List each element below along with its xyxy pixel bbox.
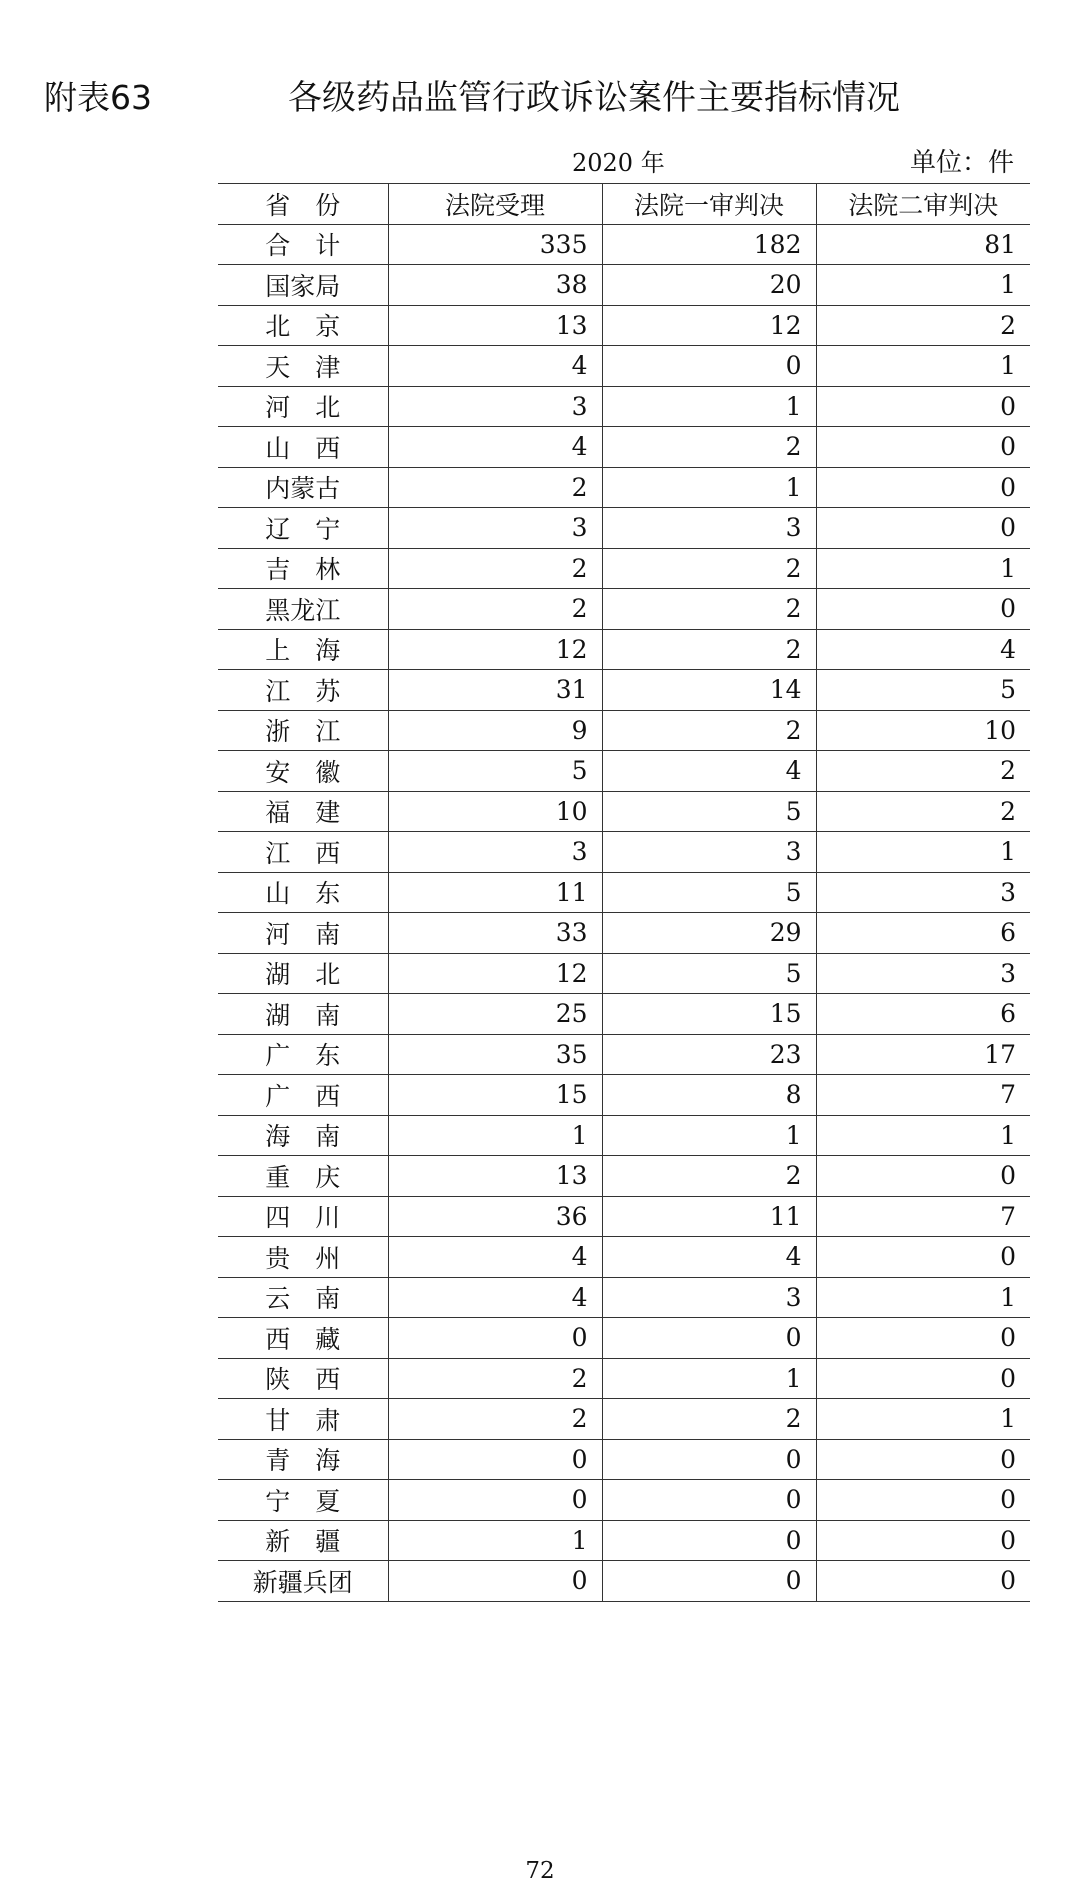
cell-second-instance: 0 xyxy=(816,1318,1030,1359)
cell-accepted: 36 xyxy=(388,1196,602,1237)
page-number: 72 xyxy=(525,1858,555,1884)
page-title: 各级药品监管行政诉讼案件主要指标情况 xyxy=(288,78,900,118)
cell-province: 江 苏 xyxy=(218,670,388,711)
cell-accepted: 1 xyxy=(388,1115,602,1156)
table-row xyxy=(218,1399,1030,1440)
cell-province: 福 建 xyxy=(218,791,388,832)
cell-accepted: 3 xyxy=(388,832,602,873)
cell-province: 安 徽 xyxy=(218,751,388,792)
cell-accepted: 2 xyxy=(388,1358,602,1399)
cell-province: 新疆兵团 xyxy=(218,1561,388,1602)
cell-second-instance: 2 xyxy=(816,305,1030,346)
cell-second-instance: 0 xyxy=(816,1156,1030,1197)
table-row xyxy=(218,224,1030,265)
cell-accepted: 0 xyxy=(388,1318,602,1359)
table-row xyxy=(218,791,1030,832)
data-table xyxy=(218,183,1030,1602)
cell-accepted: 38 xyxy=(388,265,602,306)
cell-first-instance: 0 xyxy=(602,1318,816,1359)
cell-province: 内蒙古 xyxy=(218,467,388,508)
cell-accepted: 13 xyxy=(388,1156,602,1197)
cell-accepted: 5 xyxy=(388,751,602,792)
cell-first-instance: 0 xyxy=(602,1480,816,1521)
table-row xyxy=(218,589,1030,630)
cell-second-instance: 1 xyxy=(816,832,1030,873)
cell-first-instance: 23 xyxy=(602,1034,816,1075)
cell-first-instance: 2 xyxy=(602,589,816,630)
table-row xyxy=(218,1196,1030,1237)
cell-province: 陕 西 xyxy=(218,1358,388,1399)
table-row xyxy=(218,1075,1030,1116)
cell-province: 广 东 xyxy=(218,1034,388,1075)
cell-accepted: 4 xyxy=(388,427,602,468)
cell-accepted: 9 xyxy=(388,710,602,751)
cell-province: 黑龙江 xyxy=(218,589,388,630)
cell-province: 上 海 xyxy=(218,629,388,670)
cell-accepted: 15 xyxy=(388,1075,602,1116)
cell-first-instance: 20 xyxy=(602,265,816,306)
cell-first-instance: 14 xyxy=(602,670,816,711)
column-header-accepted: 法院受理 xyxy=(388,184,602,225)
cell-second-instance: 0 xyxy=(816,1358,1030,1399)
cell-first-instance: 0 xyxy=(602,1439,816,1480)
cell-second-instance: 0 xyxy=(816,508,1030,549)
table-row xyxy=(218,548,1030,589)
table-body xyxy=(218,224,1030,1601)
table-row xyxy=(218,994,1030,1035)
cell-province: 云 南 xyxy=(218,1277,388,1318)
table-row xyxy=(218,1034,1030,1075)
cell-accepted: 4 xyxy=(388,346,602,387)
cell-first-instance: 12 xyxy=(602,305,816,346)
cell-province: 湖 北 xyxy=(218,953,388,994)
table-row xyxy=(218,832,1030,873)
cell-second-instance: 0 xyxy=(816,467,1030,508)
table-row xyxy=(218,629,1030,670)
table-row xyxy=(218,508,1030,549)
cell-second-instance: 0 xyxy=(816,1439,1030,1480)
cell-accepted: 335 xyxy=(388,224,602,265)
cell-province: 新 疆 xyxy=(218,1520,388,1561)
cell-second-instance: 17 xyxy=(816,1034,1030,1075)
cell-first-instance: 3 xyxy=(602,832,816,873)
cell-accepted: 2 xyxy=(388,589,602,630)
cell-accepted: 3 xyxy=(388,386,602,427)
unit-label: 单位：件 xyxy=(909,148,1014,178)
cell-second-instance: 0 xyxy=(816,427,1030,468)
cell-first-instance: 15 xyxy=(602,994,816,1035)
cell-second-instance: 2 xyxy=(816,751,1030,792)
cell-accepted: 11 xyxy=(388,872,602,913)
table-row xyxy=(218,305,1030,346)
cell-second-instance: 0 xyxy=(816,1561,1030,1602)
cell-accepted: 2 xyxy=(388,548,602,589)
table-row xyxy=(218,1237,1030,1278)
cell-first-instance: 2 xyxy=(602,1156,816,1197)
table-row xyxy=(218,670,1030,711)
cell-first-instance: 2 xyxy=(602,548,816,589)
cell-first-instance: 3 xyxy=(602,508,816,549)
cell-first-instance: 2 xyxy=(602,427,816,468)
cell-accepted: 35 xyxy=(388,1034,602,1075)
cell-accepted: 4 xyxy=(388,1277,602,1318)
cell-province: 天 津 xyxy=(218,346,388,387)
table-row xyxy=(218,1480,1030,1521)
cell-first-instance: 8 xyxy=(602,1075,816,1116)
cell-second-instance: 1 xyxy=(816,548,1030,589)
cell-second-instance: 1 xyxy=(816,1399,1030,1440)
cell-first-instance: 5 xyxy=(602,872,816,913)
table-header xyxy=(218,184,1030,225)
cell-second-instance: 1 xyxy=(816,1115,1030,1156)
cell-accepted: 3 xyxy=(388,508,602,549)
cell-province: 贵 州 xyxy=(218,1237,388,1278)
cell-first-instance: 4 xyxy=(602,1237,816,1278)
cell-second-instance: 4 xyxy=(816,629,1030,670)
cell-first-instance: 1 xyxy=(602,386,816,427)
table-row xyxy=(218,1318,1030,1359)
table-row xyxy=(218,1520,1030,1561)
cell-first-instance: 11 xyxy=(602,1196,816,1237)
table-row xyxy=(218,265,1030,306)
column-header-province: 省 份 xyxy=(218,184,388,225)
cell-province: 山 东 xyxy=(218,872,388,913)
cell-accepted: 25 xyxy=(388,994,602,1035)
table-row xyxy=(218,953,1030,994)
cell-second-instance: 0 xyxy=(816,1480,1030,1521)
cell-province: 海 南 xyxy=(218,1115,388,1156)
cell-first-instance: 1 xyxy=(602,467,816,508)
cell-province: 河 北 xyxy=(218,386,388,427)
cell-accepted: 12 xyxy=(388,629,602,670)
cell-second-instance: 0 xyxy=(816,1520,1030,1561)
cell-accepted: 33 xyxy=(388,913,602,954)
cell-second-instance: 1 xyxy=(816,1277,1030,1318)
cell-second-instance: 7 xyxy=(816,1075,1030,1116)
cell-first-instance: 182 xyxy=(602,224,816,265)
cell-second-instance: 0 xyxy=(816,386,1030,427)
cell-second-instance: 6 xyxy=(816,994,1030,1035)
cell-province: 辽 宁 xyxy=(218,508,388,549)
cell-first-instance: 4 xyxy=(602,751,816,792)
cell-second-instance: 1 xyxy=(816,346,1030,387)
cell-second-instance: 7 xyxy=(816,1196,1030,1237)
table-row xyxy=(218,710,1030,751)
table-row xyxy=(218,346,1030,387)
cell-province: 国家局 xyxy=(218,265,388,306)
cell-province: 重 庆 xyxy=(218,1156,388,1197)
cell-accepted: 1 xyxy=(388,1520,602,1561)
year-label: 2020 年 xyxy=(572,149,665,177)
cell-province: 山 西 xyxy=(218,427,388,468)
cell-accepted: 13 xyxy=(388,305,602,346)
cell-accepted: 2 xyxy=(388,467,602,508)
cell-accepted: 0 xyxy=(388,1439,602,1480)
table-row xyxy=(218,467,1030,508)
cell-accepted: 31 xyxy=(388,670,602,711)
cell-first-instance: 2 xyxy=(602,629,816,670)
cell-accepted: 0 xyxy=(388,1480,602,1521)
table-row xyxy=(218,1561,1030,1602)
cell-province: 青 海 xyxy=(218,1439,388,1480)
cell-first-instance: 0 xyxy=(602,346,816,387)
cell-province: 北 京 xyxy=(218,305,388,346)
cell-first-instance: 2 xyxy=(602,710,816,751)
cell-second-instance: 0 xyxy=(816,589,1030,630)
cell-province: 宁 夏 xyxy=(218,1480,388,1521)
cell-province: 合 计 xyxy=(218,224,388,265)
cell-second-instance: 10 xyxy=(816,710,1030,751)
cell-accepted: 4 xyxy=(388,1237,602,1278)
cell-province: 甘 肃 xyxy=(218,1399,388,1440)
table-row xyxy=(218,427,1030,468)
cell-first-instance: 3 xyxy=(602,1277,816,1318)
table-row xyxy=(218,1439,1030,1480)
table-row xyxy=(218,1358,1030,1399)
cell-accepted: 2 xyxy=(388,1399,602,1440)
table-row xyxy=(218,1156,1030,1197)
cell-first-instance: 1 xyxy=(602,1358,816,1399)
cell-second-instance: 2 xyxy=(816,791,1030,832)
table-row xyxy=(218,913,1030,954)
cell-second-instance: 1 xyxy=(816,265,1030,306)
cell-second-instance: 6 xyxy=(816,913,1030,954)
cell-second-instance: 81 xyxy=(816,224,1030,265)
column-header-second-instance: 法院二审判决 xyxy=(816,184,1030,225)
cell-province: 湖 南 xyxy=(218,994,388,1035)
cell-first-instance: 0 xyxy=(602,1561,816,1602)
cell-first-instance: 2 xyxy=(602,1399,816,1440)
header-row xyxy=(218,184,1030,225)
cell-second-instance: 0 xyxy=(816,1237,1030,1278)
cell-accepted: 10 xyxy=(388,791,602,832)
table-row xyxy=(218,1115,1030,1156)
cell-first-instance: 5 xyxy=(602,953,816,994)
cell-province: 吉 林 xyxy=(218,548,388,589)
cell-second-instance: 5 xyxy=(816,670,1030,711)
cell-first-instance: 29 xyxy=(602,913,816,954)
cell-second-instance: 3 xyxy=(816,953,1030,994)
column-header-first-instance: 法院一审判决 xyxy=(602,184,816,225)
cell-accepted: 12 xyxy=(388,953,602,994)
cell-province: 江 西 xyxy=(218,832,388,873)
table-row xyxy=(218,751,1030,792)
cell-first-instance: 5 xyxy=(602,791,816,832)
cell-accepted: 0 xyxy=(388,1561,602,1602)
cell-province: 西 藏 xyxy=(218,1318,388,1359)
cell-province: 四 川 xyxy=(218,1196,388,1237)
table-row xyxy=(218,386,1030,427)
table-row xyxy=(218,872,1030,913)
cell-second-instance: 3 xyxy=(816,872,1030,913)
cell-province: 浙 江 xyxy=(218,710,388,751)
cell-province: 河 南 xyxy=(218,913,388,954)
cell-first-instance: 0 xyxy=(602,1520,816,1561)
appendix-label: 附表63 xyxy=(44,78,152,117)
cell-first-instance: 1 xyxy=(602,1115,816,1156)
table-row xyxy=(218,1277,1030,1318)
cell-province: 广 西 xyxy=(218,1075,388,1116)
